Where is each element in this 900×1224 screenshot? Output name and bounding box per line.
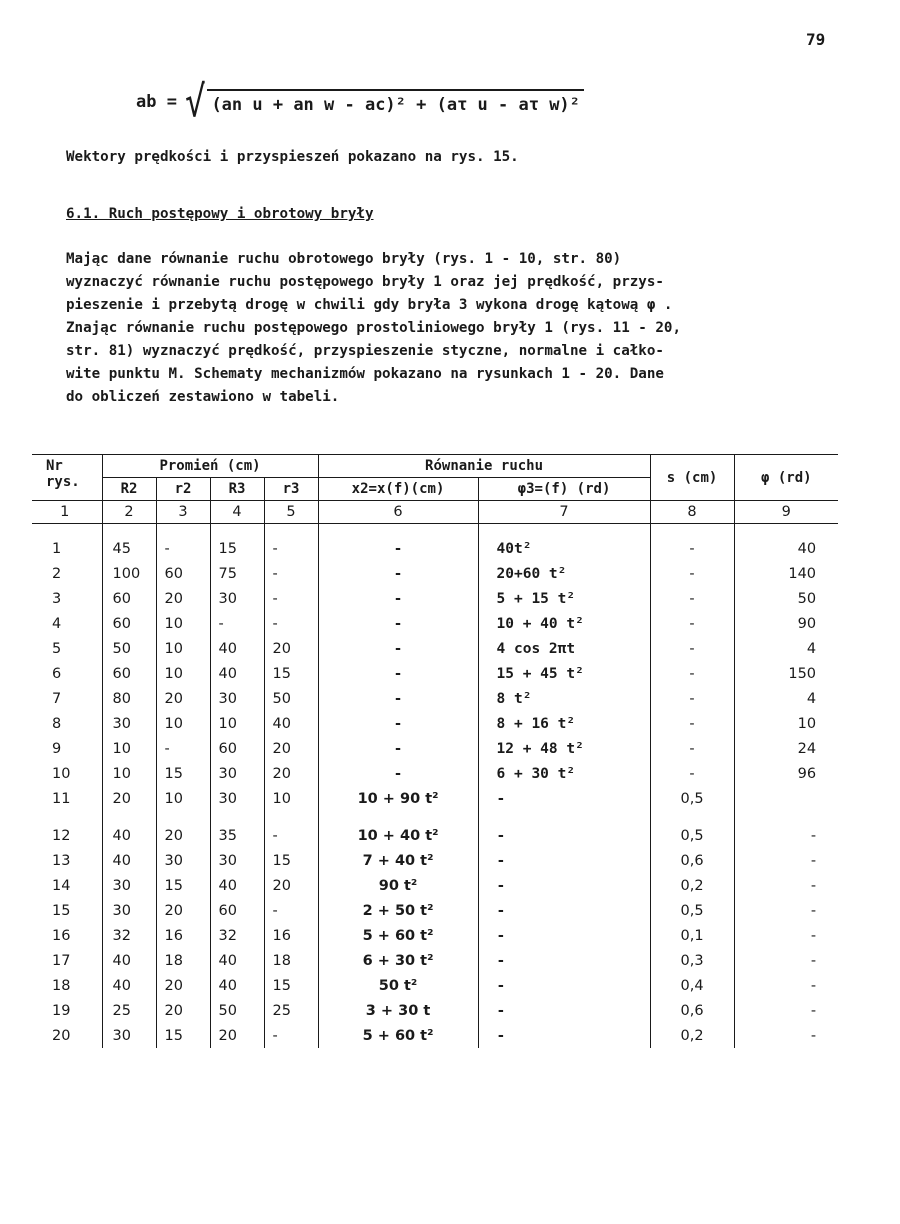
cell-r3: - bbox=[264, 1023, 318, 1048]
table-row bbox=[32, 611, 838, 636]
table-row bbox=[32, 973, 838, 998]
cell-x2: - bbox=[318, 686, 478, 711]
table-row bbox=[32, 561, 838, 586]
cell-R3: 35 bbox=[210, 823, 264, 848]
cell-r3: 50 bbox=[264, 686, 318, 711]
cell-angle: - bbox=[734, 973, 838, 998]
spacer-cell bbox=[734, 811, 838, 823]
cell-angle: 90 bbox=[734, 611, 838, 636]
cell-nr: 8 bbox=[52, 715, 62, 732]
spacer-cell bbox=[650, 811, 734, 823]
column-number: 5 bbox=[264, 501, 318, 524]
cell-R3: 60 bbox=[210, 736, 264, 761]
cell-s: 0,4 bbox=[650, 973, 734, 998]
cell-r2: 20 bbox=[156, 998, 210, 1023]
cell-nr: 16 bbox=[52, 927, 71, 944]
cell-x2: - bbox=[318, 736, 478, 761]
cell-r2: 15 bbox=[156, 873, 210, 898]
cell-R2: 80 bbox=[102, 686, 156, 711]
formula-lhs: ab = bbox=[136, 92, 177, 112]
cell-s: 0,6 bbox=[650, 848, 734, 873]
cell-R2: 30 bbox=[102, 711, 156, 736]
cell-s: - bbox=[650, 711, 734, 736]
cell-angle: - bbox=[734, 923, 838, 948]
cell-s: 0,3 bbox=[650, 948, 734, 973]
cell-R3: 60 bbox=[210, 898, 264, 923]
cell-r2: 30 bbox=[156, 848, 210, 873]
spacer-cell bbox=[32, 811, 102, 823]
cell-x2: - bbox=[318, 611, 478, 636]
column-number: 2 bbox=[102, 501, 156, 524]
cell-phi3: - bbox=[478, 1023, 650, 1048]
spacer-cell bbox=[318, 811, 478, 823]
cell-R3: 10 bbox=[210, 711, 264, 736]
table-row bbox=[32, 898, 838, 923]
table-row bbox=[32, 848, 838, 873]
cell-s: - bbox=[650, 636, 734, 661]
cell-nr: 14 bbox=[52, 877, 71, 894]
table-row bbox=[32, 823, 838, 848]
cell-phi3: 6 + 30 t² bbox=[478, 761, 650, 786]
cell-x2: 90 t² bbox=[318, 873, 478, 898]
section-title: 6.1. Ruch postępowy i obrotowy bryły bbox=[66, 206, 374, 222]
task-line: do obliczeń zestawiono w tabeli. bbox=[66, 389, 340, 405]
table-row bbox=[32, 761, 838, 786]
cell-phi3: - bbox=[478, 786, 650, 811]
cell-r2: 20 bbox=[156, 823, 210, 848]
cell-R2: 45 bbox=[102, 536, 156, 561]
cell-x2: 10 + 90 t² bbox=[318, 786, 478, 811]
cell-phi3: - bbox=[478, 998, 650, 1023]
cell-angle: - bbox=[734, 898, 838, 923]
table-row bbox=[32, 711, 838, 736]
task-description bbox=[66, 248, 846, 409]
cell-s: - bbox=[650, 761, 734, 786]
cell-x2: 5 + 60 t² bbox=[318, 923, 478, 948]
cell-r2: 15 bbox=[156, 761, 210, 786]
cell-nr: 10 bbox=[52, 765, 71, 782]
cell-angle: - bbox=[734, 948, 838, 973]
spacer-cell bbox=[734, 524, 838, 537]
column-number-row bbox=[32, 501, 838, 524]
vectors-note: Wektory prędkości i przyspieszeń pokazano na rys. 15. bbox=[66, 149, 519, 165]
header-phi3: φ3=(f) (rd) bbox=[478, 478, 650, 501]
header-r2: r2 bbox=[156, 478, 210, 501]
cell-nr: 4 bbox=[52, 615, 62, 632]
cell-angle: - bbox=[734, 823, 838, 848]
cell-R2: 40 bbox=[102, 973, 156, 998]
cell-R3: 30 bbox=[210, 848, 264, 873]
cell-r3: - bbox=[264, 586, 318, 611]
table-row bbox=[32, 998, 838, 1023]
spacer-cell bbox=[210, 811, 264, 823]
cell-R2: 60 bbox=[102, 661, 156, 686]
spacer-cell bbox=[102, 811, 156, 823]
cell-r3: 15 bbox=[264, 661, 318, 686]
cell-r2: 20 bbox=[156, 898, 210, 923]
cell-nr: 1 bbox=[52, 540, 62, 557]
spacer-cell bbox=[650, 524, 734, 537]
cell-phi3: - bbox=[478, 973, 650, 998]
cell-s: 0,5 bbox=[650, 786, 734, 811]
cell-r3: 16 bbox=[264, 923, 318, 948]
cell-x2: - bbox=[318, 586, 478, 611]
cell-nr: 17 bbox=[52, 952, 71, 969]
cell-r2: 18 bbox=[156, 948, 210, 973]
spacer-cell bbox=[318, 524, 478, 537]
table-row bbox=[32, 636, 838, 661]
table-row bbox=[32, 923, 838, 948]
formula-radicand: (an u + an w - ac)² + (aτ u - aτ w)² bbox=[207, 89, 583, 115]
cell-s: 0,6 bbox=[650, 998, 734, 1023]
cell-phi3: 20+60 t² bbox=[478, 561, 650, 586]
cell-angle: 24 bbox=[734, 736, 838, 761]
cell-r3: - bbox=[264, 536, 318, 561]
cell-s: - bbox=[650, 561, 734, 586]
header-motion: Równanie ruchu bbox=[318, 455, 650, 478]
cell-phi3: 5 + 15 t² bbox=[478, 586, 650, 611]
cell-phi3: 15 + 45 t² bbox=[478, 661, 650, 686]
cell-r3: 15 bbox=[264, 848, 318, 873]
table-row bbox=[32, 948, 838, 973]
square-root-icon: √ bbox=[184, 77, 206, 127]
cell-angle: 150 bbox=[734, 661, 838, 686]
cell-R3: 50 bbox=[210, 998, 264, 1023]
cell-r2: 20 bbox=[156, 973, 210, 998]
cell-R2: 50 bbox=[102, 636, 156, 661]
cell-x2: 2 + 50 t² bbox=[318, 898, 478, 923]
cell-r2: 20 bbox=[156, 686, 210, 711]
cell-r2: 16 bbox=[156, 923, 210, 948]
table-row bbox=[32, 736, 838, 761]
data-table-container bbox=[32, 454, 838, 1048]
cell-s: - bbox=[650, 736, 734, 761]
cell-nr: 12 bbox=[52, 827, 71, 844]
cell-nr: 7 bbox=[52, 690, 62, 707]
cell-R2: 40 bbox=[102, 848, 156, 873]
cell-x2: - bbox=[318, 536, 478, 561]
table-body bbox=[32, 524, 838, 1049]
cell-x2: 3 + 30 t bbox=[318, 998, 478, 1023]
cell-r2: 10 bbox=[156, 661, 210, 686]
spacer-cell bbox=[102, 524, 156, 537]
cell-R2: 60 bbox=[102, 586, 156, 611]
cell-nr: 11 bbox=[52, 790, 71, 807]
cell-angle: - bbox=[734, 848, 838, 873]
cell-R2: 25 bbox=[102, 998, 156, 1023]
cell-R2: 30 bbox=[102, 1023, 156, 1048]
cell-nr: 5 bbox=[52, 640, 62, 657]
cell-R3: 20 bbox=[210, 1023, 264, 1048]
cell-R2: 32 bbox=[102, 923, 156, 948]
task-line: Mając dane równanie ruchu obrotowego bryły (rys. 1 - 10, str. 80) bbox=[66, 251, 622, 267]
task-line: wyznaczyć równanie ruchu postępowego bryły 1 oraz jej prędkość, przys- bbox=[66, 274, 664, 290]
cell-r3: 15 bbox=[264, 973, 318, 998]
cell-r3: 40 bbox=[264, 711, 318, 736]
cell-r2: - bbox=[156, 536, 210, 561]
cell-R3: 30 bbox=[210, 761, 264, 786]
cell-s: - bbox=[650, 586, 734, 611]
cell-R3: 40 bbox=[210, 661, 264, 686]
cell-r2: 10 bbox=[156, 711, 210, 736]
cell-angle: 40 bbox=[734, 536, 838, 561]
cell-x2: 10 + 40 t² bbox=[318, 823, 478, 848]
task-line: pieszenie i przebytą drogę w chwili gdy bryła 3 wykona drogę kątową φ . bbox=[66, 297, 673, 313]
data-table bbox=[32, 454, 838, 1048]
cell-R3: 30 bbox=[210, 686, 264, 711]
cell-x2: 50 t² bbox=[318, 973, 478, 998]
table-row bbox=[32, 786, 838, 811]
cell-R3: 75 bbox=[210, 561, 264, 586]
cell-r3: 20 bbox=[264, 736, 318, 761]
column-number: 3 bbox=[156, 501, 210, 524]
cell-r2: 10 bbox=[156, 786, 210, 811]
cell-x2: 5 + 60 t² bbox=[318, 1023, 478, 1048]
cell-r3: - bbox=[264, 898, 318, 923]
cell-R2: 30 bbox=[102, 898, 156, 923]
acceleration-formula bbox=[136, 77, 584, 127]
cell-phi3: - bbox=[478, 823, 650, 848]
cell-R2: 10 bbox=[102, 761, 156, 786]
header-R3: R3 bbox=[210, 478, 264, 501]
cell-angle: - bbox=[734, 1023, 838, 1048]
header-phi: φ (rd) bbox=[734, 455, 838, 501]
cell-s: - bbox=[650, 536, 734, 561]
cell-R3: 32 bbox=[210, 923, 264, 948]
spacer-cell bbox=[32, 524, 102, 537]
cell-phi3: - bbox=[478, 898, 650, 923]
cell-s: 0,2 bbox=[650, 1023, 734, 1048]
cell-phi3: - bbox=[478, 923, 650, 948]
cell-R3: 40 bbox=[210, 873, 264, 898]
cell-r3: 18 bbox=[264, 948, 318, 973]
cell-angle: 4 bbox=[734, 636, 838, 661]
header-nr: Nr rys. bbox=[32, 455, 102, 501]
spacer-cell bbox=[264, 524, 318, 537]
cell-R2: 40 bbox=[102, 948, 156, 973]
cell-r3: 10 bbox=[264, 786, 318, 811]
cell-phi3: - bbox=[478, 848, 650, 873]
spacer-cell bbox=[156, 524, 210, 537]
cell-r2: 15 bbox=[156, 1023, 210, 1048]
cell-phi3: 8 + 16 t² bbox=[478, 711, 650, 736]
cell-s: 0,5 bbox=[650, 898, 734, 923]
table-row bbox=[32, 1023, 838, 1048]
cell-s: 0,5 bbox=[650, 823, 734, 848]
cell-phi3: 8 t² bbox=[478, 686, 650, 711]
cell-nr: 9 bbox=[52, 740, 62, 757]
task-line: str. 81) wyznaczyć prędkość, przyspieszenie styczne, normalne i całko- bbox=[66, 343, 664, 359]
cell-s: - bbox=[650, 611, 734, 636]
column-number: 7 bbox=[478, 501, 650, 524]
table-row bbox=[32, 586, 838, 611]
cell-nr: 2 bbox=[52, 565, 62, 582]
cell-R2: 10 bbox=[102, 736, 156, 761]
cell-nr: 15 bbox=[52, 902, 71, 919]
cell-r3: - bbox=[264, 823, 318, 848]
cell-r3: 20 bbox=[264, 636, 318, 661]
cell-phi3: 4 cos 2πt bbox=[478, 636, 650, 661]
cell-r3: - bbox=[264, 611, 318, 636]
cell-r2: 60 bbox=[156, 561, 210, 586]
cell-R3: 40 bbox=[210, 973, 264, 998]
cell-x2: - bbox=[318, 761, 478, 786]
cell-phi3: 40t² bbox=[478, 536, 650, 561]
cell-angle: 4 bbox=[734, 686, 838, 711]
cell-s: 0,2 bbox=[650, 873, 734, 898]
cell-r2: - bbox=[156, 736, 210, 761]
column-number: 9 bbox=[734, 501, 838, 524]
task-line: Znając równanie ruchu postępowego prostoliniowego bryły 1 (rys. 11 - 20, bbox=[66, 320, 681, 336]
spacer-cell bbox=[264, 811, 318, 823]
cell-nr: 6 bbox=[52, 665, 62, 682]
header-r3: r3 bbox=[264, 478, 318, 501]
cell-nr: 13 bbox=[52, 852, 71, 869]
cell-x2: - bbox=[318, 561, 478, 586]
column-number: 4 bbox=[210, 501, 264, 524]
cell-r3: 25 bbox=[264, 998, 318, 1023]
spacer-cell bbox=[156, 811, 210, 823]
cell-x2: - bbox=[318, 711, 478, 736]
cell-phi3: 10 + 40 t² bbox=[478, 611, 650, 636]
cell-r3: - bbox=[264, 561, 318, 586]
spacer-cell bbox=[478, 524, 650, 537]
cell-R2: 30 bbox=[102, 873, 156, 898]
cell-R3: 30 bbox=[210, 786, 264, 811]
cell-r2: 10 bbox=[156, 611, 210, 636]
cell-R2: 40 bbox=[102, 823, 156, 848]
page-number: 79 bbox=[806, 30, 826, 49]
cell-R3: 40 bbox=[210, 636, 264, 661]
table-row bbox=[32, 686, 838, 711]
spacer-cell bbox=[210, 524, 264, 537]
cell-x2: - bbox=[318, 636, 478, 661]
cell-r2: 10 bbox=[156, 636, 210, 661]
cell-s: 0,1 bbox=[650, 923, 734, 948]
cell-R3: - bbox=[210, 611, 264, 636]
header-radii: Promień (cm) bbox=[102, 455, 318, 478]
table-row bbox=[32, 873, 838, 898]
spacer-row bbox=[32, 811, 838, 823]
cell-r3: 20 bbox=[264, 761, 318, 786]
cell-r2: 20 bbox=[156, 586, 210, 611]
cell-R3: 40 bbox=[210, 948, 264, 973]
cell-R3: 30 bbox=[210, 586, 264, 611]
cell-angle: 96 bbox=[734, 761, 838, 786]
cell-phi3: - bbox=[478, 873, 650, 898]
cell-angle: - bbox=[734, 873, 838, 898]
cell-x2: 6 + 30 t² bbox=[318, 948, 478, 973]
cell-angle: 50 bbox=[734, 586, 838, 611]
cell-angle: 10 bbox=[734, 711, 838, 736]
header-row-group bbox=[32, 455, 838, 478]
cell-nr: 20 bbox=[52, 1027, 71, 1044]
header-s: s (cm) bbox=[650, 455, 734, 501]
column-number: 1 bbox=[32, 501, 102, 524]
cell-R2: 20 bbox=[102, 786, 156, 811]
cell-nr: 18 bbox=[52, 977, 71, 994]
cell-R3: 15 bbox=[210, 536, 264, 561]
cell-x2: - bbox=[318, 661, 478, 686]
cell-angle: - bbox=[734, 998, 838, 1023]
cell-s: - bbox=[650, 661, 734, 686]
cell-r3: 20 bbox=[264, 873, 318, 898]
task-line: wite punktu M. Schematy mechanizmów pokazano na rysunkach 1 - 20. Dane bbox=[66, 366, 664, 382]
cell-s: - bbox=[650, 686, 734, 711]
cell-R2: 60 bbox=[102, 611, 156, 636]
table-row bbox=[32, 536, 838, 561]
cell-R2: 100 bbox=[102, 561, 156, 586]
cell-phi3: - bbox=[478, 948, 650, 973]
cell-nr: 19 bbox=[52, 1002, 71, 1019]
cell-angle bbox=[734, 786, 838, 811]
table-row bbox=[32, 661, 838, 686]
spacer-cell bbox=[478, 811, 650, 823]
header-R2: R2 bbox=[102, 478, 156, 501]
cell-nr: 3 bbox=[52, 590, 62, 607]
column-number: 8 bbox=[650, 501, 734, 524]
cell-angle: 140 bbox=[734, 561, 838, 586]
column-number: 6 bbox=[318, 501, 478, 524]
cell-phi3: 12 + 48 t² bbox=[478, 736, 650, 761]
header-x2: x2=x(f)(cm) bbox=[318, 478, 478, 501]
cell-x2: 7 + 40 t² bbox=[318, 848, 478, 873]
